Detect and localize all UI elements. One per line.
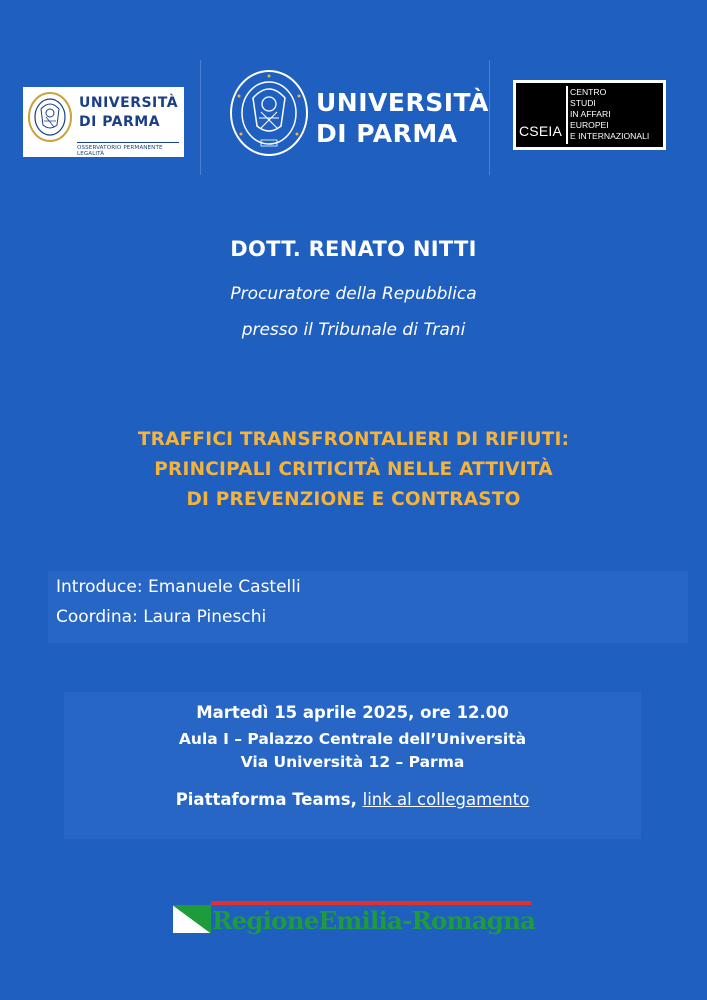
- event-title-line2: PRINCIPALI CRITICITÀ NELLE ATTIVITÀ: [154, 459, 553, 480]
- event-date: Martedì 15 aprile 2025, ore 12.00: [196, 703, 509, 722]
- university-seal-icon: [227, 66, 311, 160]
- logo-left-subtitle: OSSERVATORIO PERMANENTE LEGALITÀ: [77, 142, 179, 157]
- regione-red-bar: [211, 901, 531, 905]
- cseia-line: EUROPEI: [570, 120, 609, 130]
- logo-left-line2: DI PARMA: [79, 114, 161, 130]
- logo-divider: [200, 60, 201, 175]
- moderators-box: [48, 571, 688, 643]
- university-seal-icon: [27, 91, 73, 143]
- logo-left-line1: UNIVERSITÀ: [79, 95, 179, 111]
- cseia-line: IN AFFARI: [570, 109, 611, 119]
- teams-link[interactable]: link al collegamento: [362, 790, 530, 809]
- introduce-text: Introduce: Emanuele Castelli: [56, 577, 301, 597]
- cseia-logo-box: [516, 83, 663, 147]
- speaker-role-line1: Procuratore della Repubblica: [230, 284, 477, 304]
- cseia-acronym: CSEIA: [519, 123, 563, 139]
- teams-line: [64, 790, 641, 809]
- event-title-line1: TRAFFICI TRANSFRONTALIERI DI RIFIUTI:: [137, 429, 570, 450]
- coordina-text: Coordina: Laura Pineschi: [56, 607, 267, 627]
- event-place: Aula I – Palazzo Centrale dell’Università: [178, 730, 527, 748]
- event-title-line3: DI PREVENZIONE E CONTRASTO: [186, 489, 521, 510]
- event-address: Via Università 12 – Parma: [240, 753, 465, 771]
- cseia-line: E INTERNAZIONALI: [570, 131, 650, 141]
- cseia-logo: [513, 80, 666, 150]
- osservatorio-logo: [23, 87, 184, 157]
- event-details-box: [64, 692, 641, 839]
- speaker-name: DOTT. RENATO NITTI: [230, 237, 477, 261]
- university-logo: [225, 66, 489, 166]
- university-name-line1: UNIVERSITÀ: [316, 88, 489, 117]
- regione-name: RegioneEmilia-Romagna: [212, 906, 536, 935]
- logo-divider: [489, 60, 490, 175]
- logo-bar: [0, 58, 707, 176]
- speaker-role-line2: presso il Tribunale di Trani: [241, 320, 466, 340]
- regione-logo: [173, 901, 536, 939]
- regione-flag-icon: [173, 905, 211, 933]
- event-title: [0, 425, 707, 515]
- cseia-divider: [566, 86, 568, 144]
- teams-platform-label: Piattaforma Teams,: [175, 790, 357, 809]
- university-name-line2: DI PARMA: [316, 119, 458, 148]
- cseia-line: STUDI: [570, 98, 596, 108]
- cseia-name: [570, 87, 649, 142]
- cseia-line: CENTRO: [570, 87, 607, 97]
